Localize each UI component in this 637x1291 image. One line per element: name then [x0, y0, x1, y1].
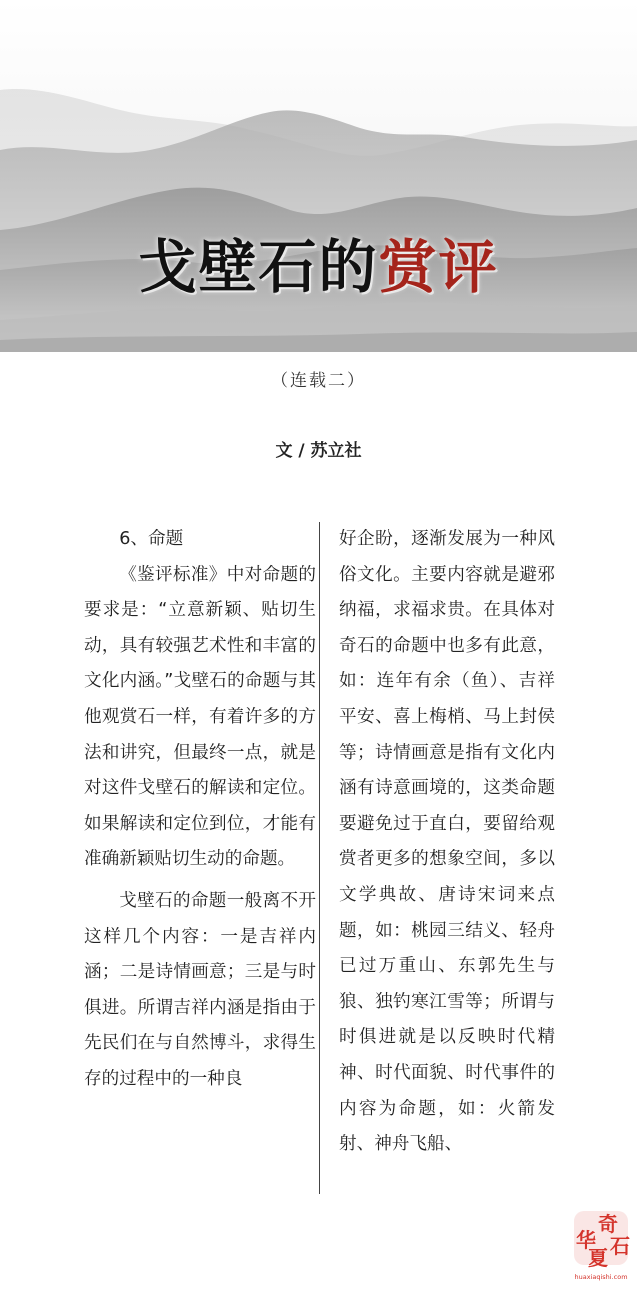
watermark-logo	[568, 1207, 634, 1285]
qishi-huaxia-logo-icon	[568, 1207, 634, 1285]
article-title	[0, 232, 637, 302]
column-divider	[319, 522, 320, 1194]
logo-char-shi: 石	[610, 1234, 630, 1258]
title-main: 戈壁石的	[138, 233, 379, 301]
section-heading: 6、命题	[119, 529, 184, 549]
logo-char-hua: 华	[576, 1228, 596, 1252]
logo-char-qi: 奇	[598, 1212, 618, 1236]
logo-char-xia: 夏	[588, 1246, 608, 1270]
paragraph-continued: 好企盼，逐渐发展为一种风俗文化。主要内容就是避邪纳福，求福求贵。在具体对奇石的命题中也多有此意，如：连年有余（鱼）、吉祥平安、喜上梅梢、马上封侯等；诗情画意是指有文化内涵有诗意画境的，这类命题要避免过于直白，要留给观赏者更多的想象空间，多以文学典故、唐诗宋词来点题，如：桃园三结义、轻舟已过万重山、东郭先生与狼、独钓寒江雪等；所谓与时俱进就是以反映时代精神、时代面貌、时代事件的内容为命题，如：火箭发射、神舟飞船、	[339, 529, 555, 1155]
logo-site-url: huaxiaqishi.com	[574, 1273, 628, 1281]
author-byline: 文 / 苏立社	[275, 441, 362, 461]
serial-subtitle: （连载二）	[271, 371, 366, 391]
left-text-column	[84, 522, 316, 1098]
right-text-column	[339, 522, 555, 1163]
paragraph-1: 《鉴评标准》中对命题的要求是：“立意新颖、贴切生动，具有较强艺术性和丰富的文化内涵。”戈壁石的命题与其他观赏石一样，有着许多的方法和讲究，但最终一点，就是对这件戈壁石的解读和定位。如果解读和定位到位，才能有准确新颖贴切生动的命题。	[84, 564, 316, 870]
title-accent: 赏评	[378, 233, 499, 301]
paragraph-2: 戈壁石的命题一般离不开这样几个内容：一是吉祥内涵；二是诗情画意；三是与时俱进。所谓吉祥内涵是指由于先民们在与自然博斗，求得生存的过程中的一种良	[84, 890, 316, 1089]
